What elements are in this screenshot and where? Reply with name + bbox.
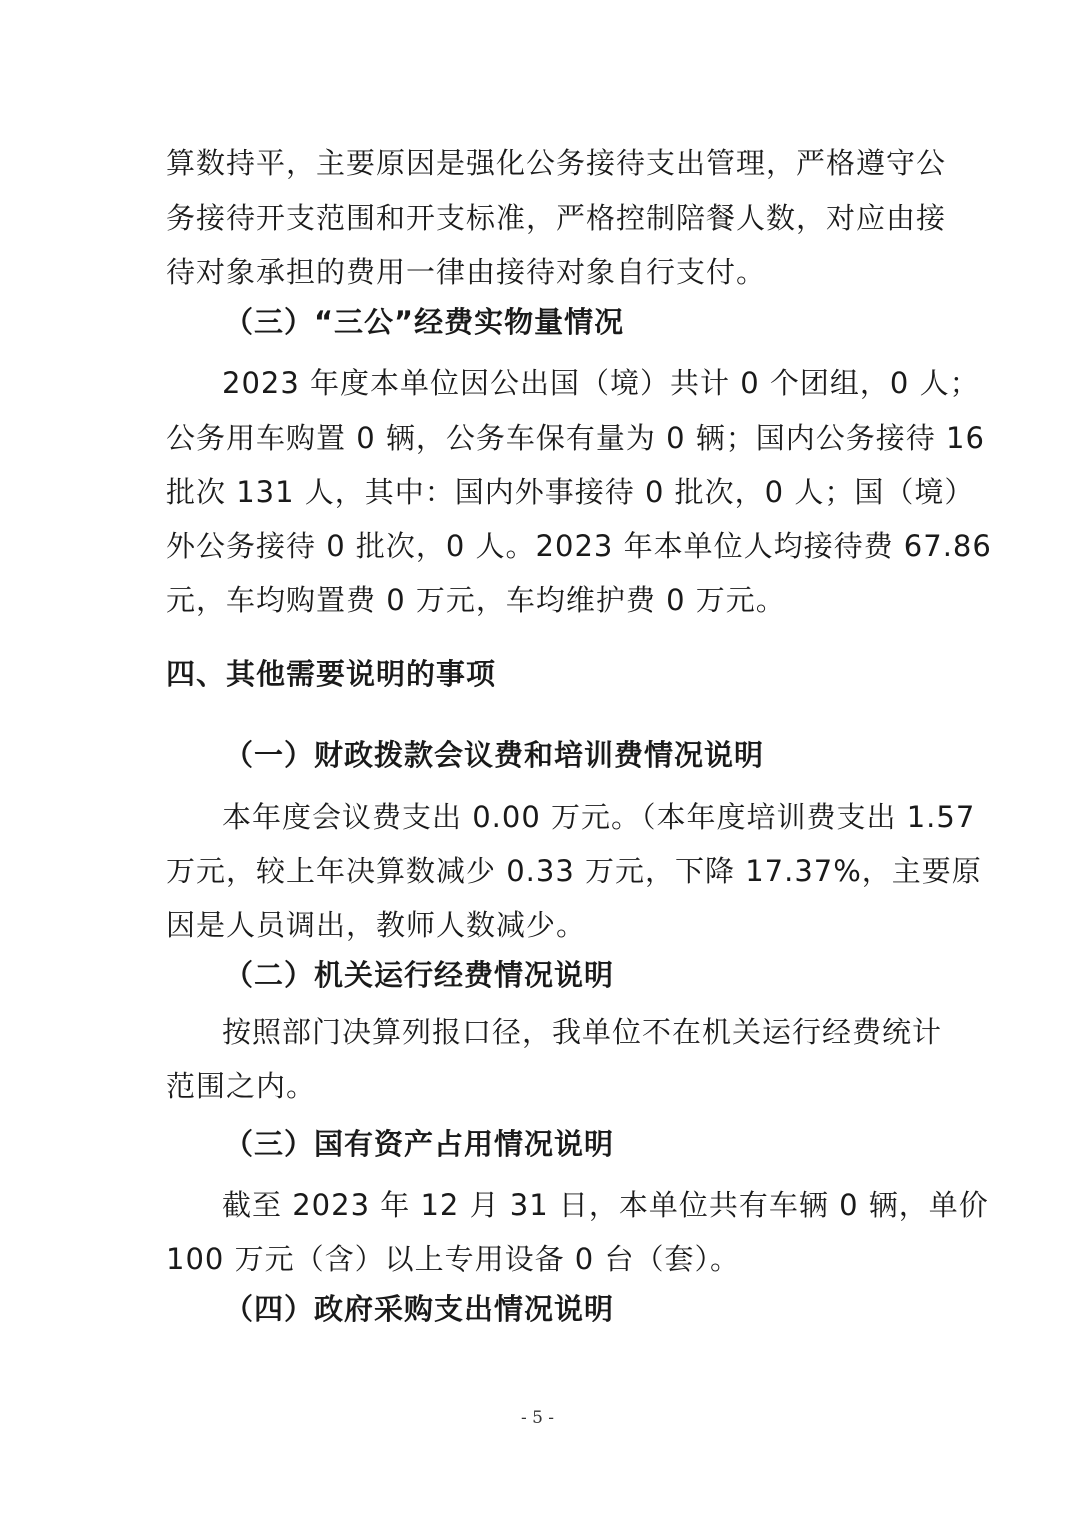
paragraph-3-line-2: 万元，较上年决算数减少 0.33 万元，下降 17.37%，主要原 bbox=[166, 854, 982, 888]
sub-heading-meeting-training: （一）财政拨款会议费和培训费情况说明 bbox=[224, 738, 765, 772]
paragraph-2-line-4: 外公务接待 0 批次，0 人。2023 年本单位人均接待费 67.86 bbox=[166, 529, 992, 563]
page-number: - 5 - bbox=[520, 1408, 555, 1428]
paragraph-1-line-3: 待对象承担的费用一律由接待对象自行支付。 bbox=[166, 255, 767, 289]
paragraph-2-line-3: 批次 131 人，其中：国内外事接待 0 批次，0 人；国（境） bbox=[166, 475, 975, 509]
sub-heading-state-assets: （三）国有资产占用情况说明 bbox=[224, 1127, 615, 1161]
paragraph-2-line-1: 2023 年度本单位因公出国（境）共计 0 个团组，0 人； bbox=[222, 366, 980, 400]
paragraph-2-line-2: 公务用车购置 0 辆，公务车保有量为 0 辆；国内公务接待 16 bbox=[166, 421, 985, 455]
paragraph-4-line-2: 范围之内。 bbox=[166, 1069, 317, 1103]
paragraph-1-line-1: 算数持平，主要原因是强化公务接待支出管理，严格遵守公 bbox=[166, 146, 947, 180]
paragraph-1-line-2: 务接待开支范围和开支标准，严格控制陪餐人数，对应由接 bbox=[166, 201, 947, 235]
paragraph-3-line-1: 本年度会议费支出 0.00 万元。（本年度培训费支出 1.57 bbox=[222, 800, 976, 834]
paragraph-2-line-5: 元，车均购置费 0 万元，车均维护费 0 万元。 bbox=[166, 583, 786, 617]
sub-heading-government-procurement: （四）政府采购支出情况说明 bbox=[224, 1292, 615, 1326]
paragraph-5-line-2: 100 万元（含）以上专用设备 0 台（套）。 bbox=[166, 1242, 740, 1276]
paragraph-4-line-1: 按照部门决算列报口径，我单位不在机关运行经费统计 bbox=[222, 1015, 943, 1049]
section-heading-sangong: （三）“三公”经费实物量情况 bbox=[224, 305, 625, 339]
chapter-heading-other-matters: 四、其他需要说明的事项 bbox=[166, 657, 497, 691]
paragraph-3-line-3: 因是人员调出，教师人数减少。 bbox=[166, 908, 587, 942]
sub-heading-operating-expenses: （二）机关运行经费情况说明 bbox=[224, 958, 615, 992]
paragraph-5-line-1: 截至 2023 年 12 月 31 日，本单位共有车辆 0 辆，单价 bbox=[222, 1188, 989, 1222]
